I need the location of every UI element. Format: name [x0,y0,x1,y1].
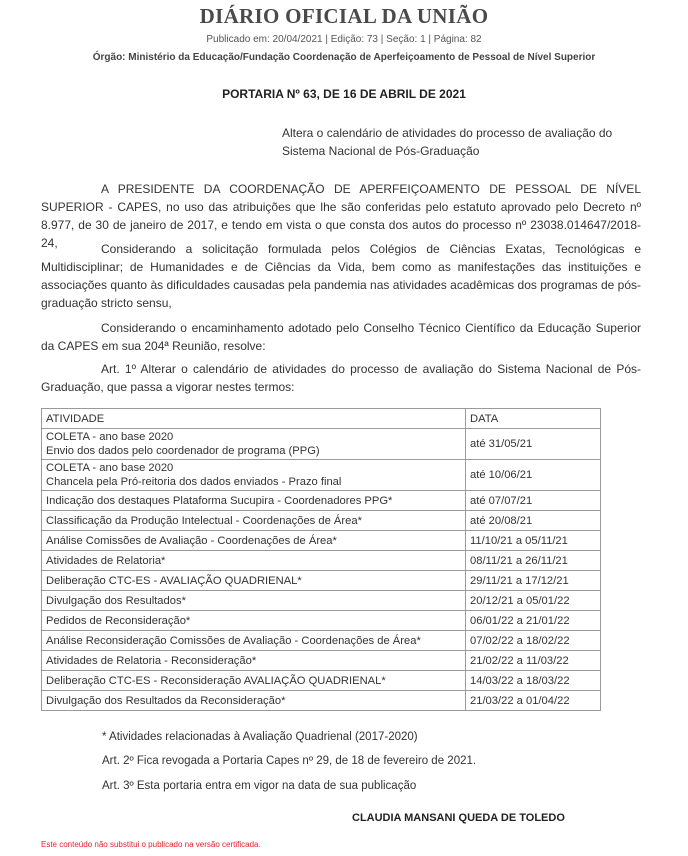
table-row [42,429,601,460]
activity-cell: Deliberação CTC-ES - Reconsideração AVALIAÇÃO QUADRIENAL* [42,671,466,691]
article-3: Art. 3º Esta portaria entra em vigor na data de sua publicação [102,780,417,792]
masthead [0,3,688,64]
date-cell: 21/03/22 a 01/04/22 [466,691,601,711]
activity-cell: Divulgação dos Resultados* [42,591,466,611]
date-cell: até 31/05/21 [466,429,601,460]
activity-cell: Atividades de Relatoria - Reconsideração* [42,651,466,671]
table-row [42,571,601,591]
orgao-line: Órgão: Ministério da Educação/Fundação Coordenação de Aperfeiçoamento de Pessoal de Nível Superior [92,52,596,63]
date-cell: 14/03/22 a 18/03/22 [466,671,601,691]
date-cell: 20/12/21 a 05/01/22 [466,591,601,611]
date-cell: 06/01/22 a 21/01/22 [466,611,601,631]
activity-cell: Pedidos de Reconsideração* [42,611,466,631]
table-row [42,551,601,571]
activity-cell: Deliberação CTC-ES - AVALIAÇÃO QUADRIENAL* [42,571,466,591]
considering-paragraph-1: Considerando a solicitação formulada pelos Colégios de Ciências Exatas, Tecnológicas e Multidisciplinar; de Humanidades e de Ciências da Vida, bem como as manifestações das instituições e associações quanto às dificuldades causadas pela pandemia nas atividades acadêmicas dos programas de pós-graduação stricto sensu, [41,242,641,310]
table-row [42,631,601,651]
date-cell: 08/11/21 a 26/11/21 [466,551,601,571]
activity-line: COLETA - ano base 2020 [46,462,174,474]
article-2: Art. 2º Fica revogada a Portaria Capes nº 29, de 18 de fevereiro de 2021. [102,755,477,767]
table-row [42,531,601,551]
table-row [42,491,601,511]
date-cell: até 10/06/21 [466,460,601,491]
document-title: PORTARIA Nº 63, DE 16 DE ABRIL DE 2021 [222,87,466,101]
activity-line: Chancela pela Pró-reitoria dos dados enviados - Prazo final [46,476,342,488]
activities-calendar-table [41,408,601,711]
table-row [42,691,601,711]
date-cell: até 07/07/21 [466,491,601,511]
footnote: * Atividades relacionadas à Avaliação Quadrienal (2017-2020) [102,731,418,743]
activity-line: COLETA - ano base 2020 [46,431,174,443]
table-row [42,460,601,491]
activity-cell: Análise Comissões de Avaliação - Coordenações de Área* [42,531,466,551]
table-row [42,671,601,691]
disclaimer: Este conteúdo não substitui o publicado na versão certificada. [41,840,261,849]
publication-info: Publicado em: 20/04/2021 | Edição: 73 | Seção: 1 | Página: 82 [206,34,482,45]
preamble-paragraph: A PRESIDENTE DA COORDENAÇÃO DE APERFEIÇOAMENTO DE PESSOAL DE NÍVEL SUPERIOR - CAPES, no uso das atribuições que lhe são conferidas pelo estatuto aprovado pelo Decreto nº 8.977, de 30 de janeiro de 2017, e tendo em vista o que consta dos autos do processo nº 23038.014647/2018-24, [41,182,641,250]
date-cell: 07/02/22 a 18/02/22 [466,631,601,651]
activity-cell [42,460,466,491]
date-cell: 29/11/21 a 17/12/21 [466,571,601,591]
activity-cell: Análise Reconsideração Comissões de Avaliação - Coordenações de Área* [42,631,466,651]
activity-cell: Atividades de Relatoria* [42,551,466,571]
table-row [42,511,601,531]
activity-cell [42,429,466,460]
table-row [42,611,601,631]
date-cell: 21/02/22 a 11/03/22 [466,651,601,671]
newspaper-title: DIÁRIO OFICIAL DA UNIÃO [199,4,489,28]
date-cell: 11/10/21 a 05/11/21 [466,531,601,551]
date-cell: até 20/08/21 [466,511,601,531]
activity-cell: Indicação dos destaques Plataforma Sucupira - Coordenadores PPG* [42,491,466,511]
header-atividade: ATIVIDADE [42,409,466,429]
table-header-row [42,409,601,429]
article-1: Art. 1º Alterar o calendário de atividades do processo de avaliação do Sistema Nacional de Pós-Graduação, que passa a vigorar nestes termos: [41,362,641,394]
ementa: Altera o calendário de atividades do processo de avaliação do Sistema Nacional de Pós-Graduação [282,126,613,158]
signature: CLAUDIA MANSANI QUEDA DE TOLEDO [352,812,565,824]
activity-cell: Classificação da Produção Intelectual - Coordenações de Área* [42,511,466,531]
considering-paragraph-2: Considerando o encaminhamento adotado pelo Conselho Técnico Científico da Educação Superior da CAPES em sua 204ª Reunião, resolve: [41,321,641,353]
header-data: DATA [466,409,601,429]
table-row [42,591,601,611]
activity-line: Envio dos dados pelo coordenador de programa (PPG) [46,445,320,457]
table-row [42,651,601,671]
activity-cell: Divulgação dos Resultados da Reconsideração* [42,691,466,711]
